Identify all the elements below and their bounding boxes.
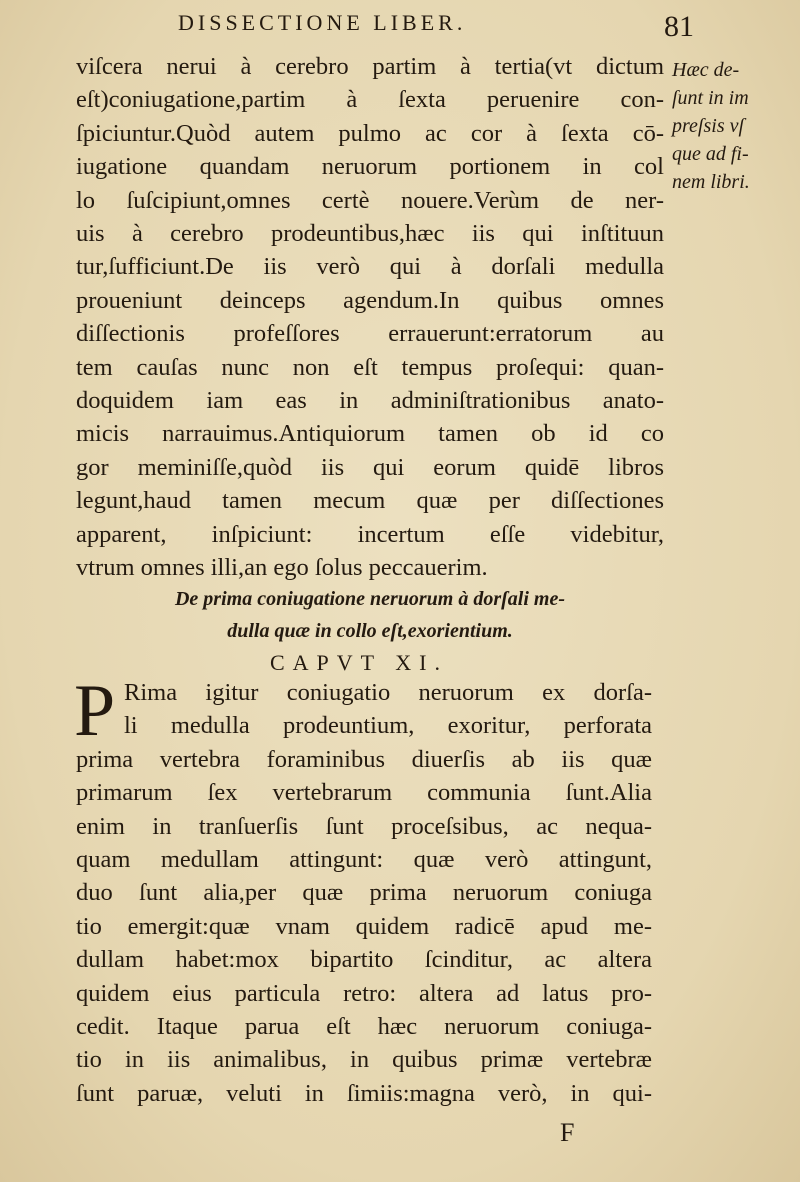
text-line: ſunt paruæ, veluti in ſimiis:magna verò, in qui- <box>76 1079 652 1107</box>
text-line: micis narrauimus.Antiquiorum tamen ob id co <box>76 420 664 448</box>
marginal-note-line: que ad fi- <box>672 143 749 165</box>
text-line: proueniunt deinceps agendum.In quibus omnes <box>76 286 664 314</box>
marginal-note <box>672 56 792 196</box>
text-line: li medulla prodeuntium, exoritur, perforata <box>124 712 652 740</box>
page-number: 81 <box>664 10 694 43</box>
text-line: eſt)coniugatione,partim à ſexta peruenire con- <box>76 86 664 114</box>
text-line: legunt,haud tamen mecum quæ per diſſectiones <box>76 487 664 515</box>
text-line: duo ſunt alia,per quæ prima neruorum coniuga <box>76 879 652 907</box>
chapter-heading-line: dulla quæ in collo eſt,exorientium. <box>227 620 513 642</box>
text-line: gor meminiſſe,quòd iis qui eorum quidē libros <box>76 453 664 481</box>
text-line: Rima igitur coniugatio neruorum ex dorſa- <box>124 679 652 706</box>
text-line: quidem eius particula retro: altera ad latus pro- <box>76 979 652 1007</box>
drop-cap: P <box>74 670 116 752</box>
text-line: dullam habet:mox bipartito ſcinditur, ac altera <box>76 946 652 974</box>
text-line: tio in iis animalibus, in quibus primæ vertebræ <box>76 1046 652 1074</box>
text-line: lo ſuſcipiunt,omnes certè nouere.Verùm de ner- <box>76 186 664 214</box>
body-paragraph <box>76 50 664 585</box>
text-line: diſſectionis profeſſores errauerunt:erratorum au <box>76 320 664 348</box>
text-line: vtrum omnes illi,an ego ſolus peccauerim. <box>76 554 488 582</box>
marginal-note-line: Hæc de- <box>672 59 740 81</box>
chapter-number: CAPVT XI. <box>270 650 448 675</box>
text-line: ſpiciuntur.Quòd autem pulmo ac cor à ſexta cō- <box>76 119 664 147</box>
text-line: iugatione quandam neruorum portionem in col <box>76 153 664 181</box>
text-line: primarum ſex vertebrarum communia ſunt.Alia <box>76 779 652 807</box>
text-line: cedit. Itaque parua eſt hæc neruorum coniuga- <box>76 1013 652 1041</box>
text-line: prima vertebra foraminibus diuerſis ab iis quæ <box>76 745 652 773</box>
marginal-note-line: preſsis vſ <box>672 115 745 137</box>
marginal-note-line: nem libri. <box>672 171 750 193</box>
text-line: apparent, inſpiciunt: incertum eſſe videbitur, <box>76 520 664 548</box>
text-line: viſcera nerui à cerebro partim à tertia(vt dictum <box>76 53 664 80</box>
text-line: doquidem iam eas in adminiſtrationibus anato- <box>76 387 664 415</box>
text-line: enim in tranſuerſis ſunt proceſsibus, ac nequa- <box>76 812 652 840</box>
chapter-heading-line: De prima coniugatione neruorum à dorſali me- <box>174 588 566 610</box>
text-line: uis à cerebro prodeuntibus,hæc iis qui inſtituun <box>76 220 664 248</box>
chapter-heading <box>100 583 640 647</box>
text-line: tem cauſas nunc non eſt tempus proſequi: quan- <box>76 353 664 381</box>
signature-mark: F <box>560 1118 575 1147</box>
text-line: tio emergit:quæ vnam quidem radicē apud me- <box>76 912 652 940</box>
running-head: DISSECTIONE LIBER. <box>178 10 467 35</box>
marginal-note-line: ſunt in im <box>672 87 749 109</box>
chapter-text <box>74 670 652 1110</box>
text-line: quam medullam attingunt: quæ verò attingunt, <box>76 846 652 874</box>
text-line: tur,ſufficiunt.De iis verò qui à dorſali medulla <box>76 253 664 281</box>
